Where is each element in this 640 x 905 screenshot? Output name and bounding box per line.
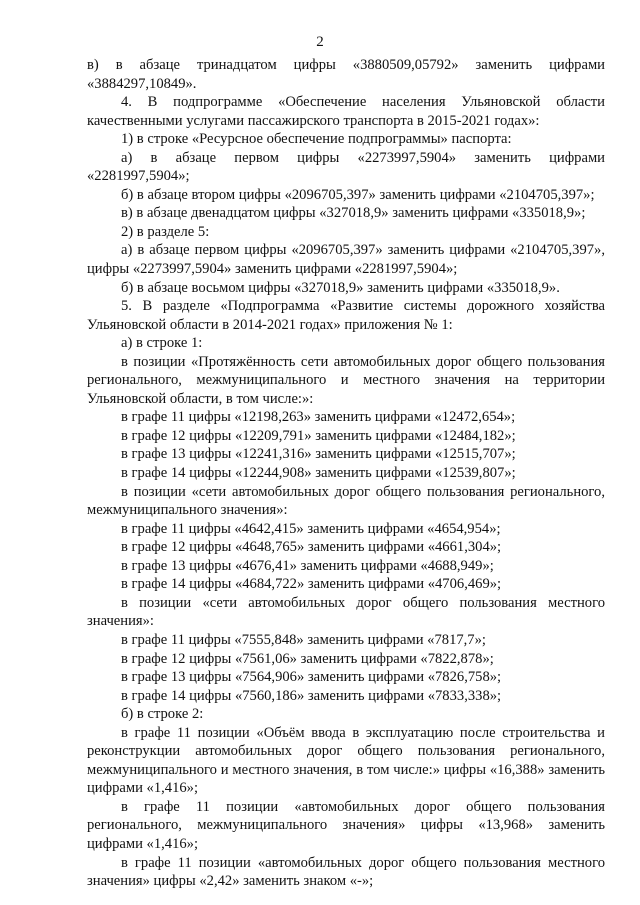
paragraph: 5. В разделе «Подпрограмма «Развитие системы дорожного хозяйства Ульяновской области в 2014-2021 годах» приложения № 1:	[87, 298, 605, 333]
paragraph: в графе 11 позиции «Объём ввода в эксплуатацию после строительства и реконструкции автомобильных дорог общего пользования регионального, межмуниципального и местного значения, в том числе:» цифры «16,388» заменить цифрами «1,416»;	[87, 724, 605, 797]
paragraph: 2) в разделе 5:	[121, 223, 210, 240]
document-body	[87, 56, 605, 891]
paragraph: в графе 11 цифры «4642,415» заменить цифрами «4654,954»;	[121, 520, 501, 537]
paragraph: в графе 13 цифры «7564,906» заменить цифрами «7826,758»;	[121, 669, 502, 686]
paragraph: а) в абзаце первом цифры «2096705,397» заменить цифрами «2104705,397», цифры «2273997,5904» заменить цифрами «2281997,5904»;	[87, 242, 605, 278]
paragraph: б) в абзаце восьмом цифры «327018,9» заменить цифрами «335018,9».	[121, 279, 560, 296]
paragraph: в позиции «сети автомобильных дорог общего пользования местного значения»:	[87, 594, 605, 630]
paragraph: в графе 14 цифры «7560,186» заменить цифрами «7833,338»;	[121, 687, 502, 704]
paragraph: а) в абзаце первом цифры «2273997,5904» заменить цифрами «2281997,5904»;	[87, 149, 605, 185]
paragraph: в графе 13 цифры «4676,41» заменить цифрами «4688,949»;	[121, 557, 494, 574]
paragraph: в графе 11 позиции «автомобильных дорог общего пользования местного значения» цифры «2,42» заменить знаком «-»;	[87, 854, 605, 890]
paragraph: а) в строке 1:	[121, 335, 203, 352]
paragraph: в графе 11 цифры «12198,263» заменить цифрами «12472,654»;	[121, 409, 516, 426]
paragraph: в позиции «Протяжённость сети автомобильных дорог общего пользования регионального, межмуниципального и местного значения на территории Ульяновской области, в том числе:»:	[87, 353, 605, 407]
paragraph: в графе 12 цифры «4648,765» заменить цифрами «4661,304»;	[121, 539, 502, 556]
paragraph: в позиции «сети автомобильных дорог общего пользования регионального, межмуниципального значения»:	[87, 483, 605, 519]
paragraph: в) в абзаце тринадцатом цифры «3880509,05792» заменить цифрами «3884297,10849».	[87, 57, 605, 92]
paragraph: 4. В подпрограмме «Обеспечение населения Ульяновской области качественными услугами пассажирского транспорта в 2015-2021 годах»:	[87, 94, 605, 129]
page-number: 2	[316, 34, 324, 50]
paragraph: б) в абзаце втором цифры «2096705,397» заменить цифрами «2104705,397»;	[121, 186, 595, 203]
paragraph: в графе 14 цифры «12244,908» заменить цифрами «12539,807»;	[121, 465, 516, 482]
paragraph: в графе 11 позиции «автомобильных дорог общего пользования регионального, межмуниципального значения» цифры «13,968» заменить цифрами «1,416»;	[87, 798, 605, 852]
paragraph: в графе 11 цифры «7555,848» заменить цифрами «7817,7»;	[121, 631, 486, 648]
paragraph: в графе 12 цифры «7561,06» заменить цифрами «7822,878»;	[121, 650, 494, 667]
paragraph: в графе 12 цифры «12209,791» заменить цифрами «12484,182»;	[121, 427, 516, 444]
paragraph: в) в абзаце двенадцатом цифры «327018,9» заменить цифрами «335018,9»;	[121, 205, 586, 222]
paragraph: б) в строке 2:	[121, 706, 204, 723]
paragraph: 1) в строке «Ресурсное обеспечение подпрограммы» паспорта:	[121, 131, 512, 148]
paragraph: в графе 14 цифры «4684,722» заменить цифрами «4706,469»;	[121, 576, 502, 593]
paragraph: в графе 13 цифры «12241,316» заменить цифрами «12515,707»;	[121, 446, 516, 463]
